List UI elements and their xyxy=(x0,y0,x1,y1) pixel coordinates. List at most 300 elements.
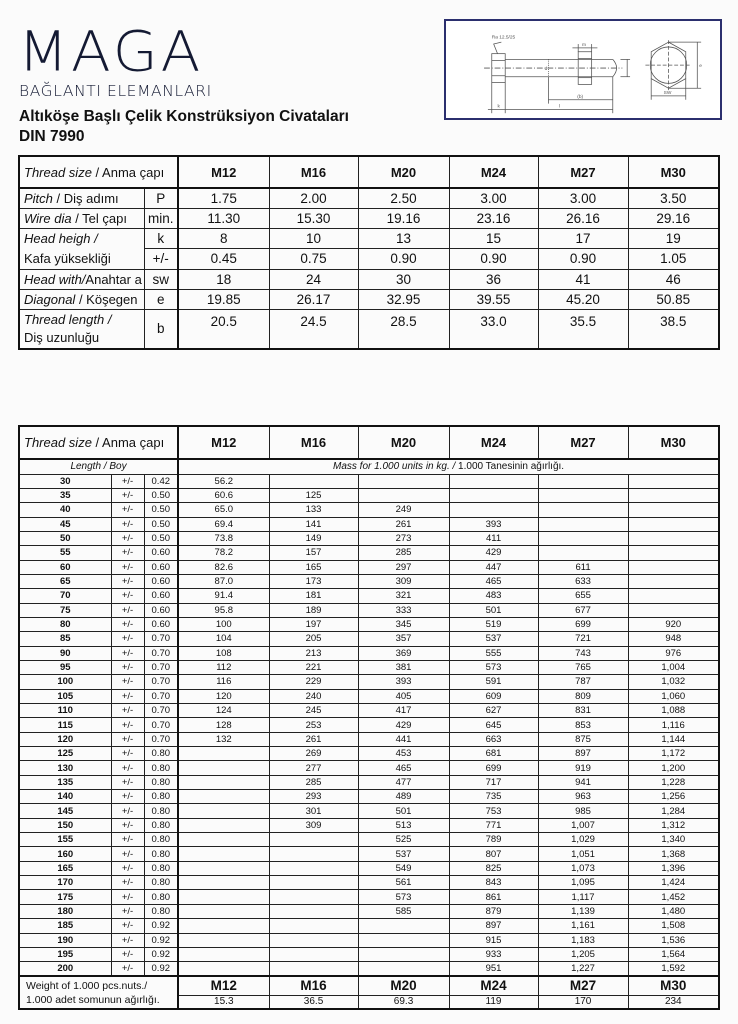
mass-cell: 963 xyxy=(538,790,628,804)
table-row xyxy=(19,904,719,918)
length-cell: 100 xyxy=(19,675,111,689)
plus-minus-cell: +/- xyxy=(111,962,144,977)
mass-cell: 743 xyxy=(538,646,628,660)
mass-cell: 699 xyxy=(538,617,628,631)
tolerance-cell: 0.80 xyxy=(144,775,178,789)
mass-cell: 333 xyxy=(358,603,449,617)
length-cell: 125 xyxy=(19,747,111,761)
cell: 2.00 xyxy=(269,188,358,208)
length-cell: 115 xyxy=(19,718,111,732)
cell: 13 xyxy=(358,228,449,249)
mass-cell: 56.2 xyxy=(178,474,269,488)
tolerance-cell: 0.80 xyxy=(144,747,178,761)
dimensions-header-row xyxy=(19,156,719,188)
mass-cell xyxy=(178,847,269,861)
table-row xyxy=(19,919,719,933)
plus-minus-cell: +/- xyxy=(111,790,144,804)
mass-cell: 985 xyxy=(538,804,628,818)
table-row xyxy=(19,617,719,631)
row-symbol: +/- xyxy=(144,249,178,270)
mass-cell: 663 xyxy=(449,732,538,746)
mass-cell: 429 xyxy=(449,546,538,560)
mass-cell: 1,368 xyxy=(628,847,719,861)
mass-cell xyxy=(628,503,719,517)
mass-cell: 1,117 xyxy=(538,890,628,904)
tolerance-cell: 0.70 xyxy=(144,689,178,703)
size-header: M27 xyxy=(538,426,628,459)
mass-cell: 1,032 xyxy=(628,675,719,689)
cell: 0.90 xyxy=(538,249,628,270)
mass-cell: 1,051 xyxy=(538,847,628,861)
mass-cell: 717 xyxy=(449,775,538,789)
tolerance-cell: 0.60 xyxy=(144,603,178,617)
cell: 3.50 xyxy=(628,188,719,208)
mass-cell: 591 xyxy=(449,675,538,689)
mass-cell: 573 xyxy=(449,660,538,674)
tolerance-cell: 0.60 xyxy=(144,560,178,574)
mass-cell: 104 xyxy=(178,632,269,646)
table-row xyxy=(19,947,719,961)
cell: 24 xyxy=(269,269,358,289)
tolerance-cell: 0.92 xyxy=(144,919,178,933)
mass-cell: 1,073 xyxy=(538,861,628,875)
plus-minus-cell: +/- xyxy=(111,761,144,775)
mass-cell xyxy=(178,933,269,947)
mass-cell xyxy=(178,790,269,804)
plus-minus-cell: +/- xyxy=(111,660,144,674)
mass-cell xyxy=(538,546,628,560)
plus-minus-cell: +/- xyxy=(111,689,144,703)
nut-size-header: M20 xyxy=(358,976,449,995)
table-row xyxy=(19,704,719,718)
nut-size-header: M16 xyxy=(269,976,358,995)
plus-minus-cell: +/- xyxy=(111,503,144,517)
size-header: M20 xyxy=(358,156,449,188)
plus-minus-cell: +/- xyxy=(111,517,144,531)
table-row xyxy=(19,962,719,977)
mass-cell: 301 xyxy=(269,804,358,818)
mass-cell: 948 xyxy=(628,632,719,646)
mass-cell xyxy=(538,503,628,517)
cell: 38.5 xyxy=(628,309,719,349)
mass-cell: 1,161 xyxy=(538,919,628,933)
length-cell: 165 xyxy=(19,861,111,875)
mass-cell: 555 xyxy=(449,646,538,660)
mass-cell xyxy=(178,775,269,789)
plus-minus-cell: +/- xyxy=(111,474,144,488)
length-cell: 180 xyxy=(19,904,111,918)
cell: 28.5 xyxy=(358,309,449,349)
mass-note: Mass for 1.000 units in kg. / 1.000 Tanesinin ağırlığı. xyxy=(178,459,719,474)
svg-text:d: d xyxy=(544,66,548,72)
length-header: Length / Boy xyxy=(19,459,178,474)
length-cell: 200 xyxy=(19,962,111,977)
mass-cell: 1,116 xyxy=(628,718,719,732)
plus-minus-cell: +/- xyxy=(111,603,144,617)
table-row xyxy=(19,847,719,861)
cell: 8 xyxy=(178,228,269,249)
length-cell: 85 xyxy=(19,632,111,646)
cell: 10 xyxy=(269,228,358,249)
plus-minus-cell: +/- xyxy=(111,919,144,933)
mass-cell xyxy=(538,531,628,545)
svg-text:SW: SW xyxy=(663,90,672,96)
mass-cell: 1,172 xyxy=(628,747,719,761)
mass-cell: 1,480 xyxy=(628,904,719,918)
tolerance-cell: 0.50 xyxy=(144,488,178,502)
row-symbol: P xyxy=(144,188,178,208)
mass-cell: 721 xyxy=(538,632,628,646)
plus-minus-cell: +/- xyxy=(111,718,144,732)
plus-minus-cell: +/- xyxy=(111,890,144,904)
mass-cell: 525 xyxy=(358,833,449,847)
size-header: M12 xyxy=(178,426,269,459)
size-header: M12 xyxy=(178,156,269,188)
thread-length-row xyxy=(19,309,719,349)
size-header: M16 xyxy=(269,426,358,459)
mass-cell: 627 xyxy=(449,704,538,718)
tolerance-cell: 0.70 xyxy=(144,660,178,674)
mass-cell: 920 xyxy=(628,617,719,631)
tolerance-cell: 0.80 xyxy=(144,904,178,918)
mass-cell: 519 xyxy=(449,617,538,631)
mass-cell: 843 xyxy=(449,876,538,890)
size-header: M24 xyxy=(449,156,538,188)
cell: 19.16 xyxy=(358,208,449,228)
mass-cell: 1,452 xyxy=(628,890,719,904)
mass-cell: 645 xyxy=(449,718,538,732)
tolerance-cell: 0.92 xyxy=(144,947,178,961)
mass-cell xyxy=(628,488,719,502)
mass-cell: 405 xyxy=(358,689,449,703)
length-cell: 80 xyxy=(19,617,111,631)
size-header: M27 xyxy=(538,156,628,188)
plus-minus-cell: +/- xyxy=(111,904,144,918)
mass-cell: 825 xyxy=(449,861,538,875)
mass-cell xyxy=(358,933,449,947)
cell: 29.16 xyxy=(628,208,719,228)
cell: 3.00 xyxy=(538,188,628,208)
mass-cell: 133 xyxy=(269,503,358,517)
mass-cell: 1,256 xyxy=(628,790,719,804)
tolerance-cell: 0.70 xyxy=(144,718,178,732)
mass-cell: 82.6 xyxy=(178,560,269,574)
table-row xyxy=(19,890,719,904)
cell: 35.5 xyxy=(538,309,628,349)
tolerance-cell: 0.42 xyxy=(144,474,178,488)
plus-minus-cell: +/- xyxy=(111,546,144,560)
mass-cell: 1,536 xyxy=(628,933,719,947)
plus-minus-cell: +/- xyxy=(111,833,144,847)
table-row xyxy=(19,488,719,502)
cell: 15 xyxy=(449,228,538,249)
plus-minus-cell: +/- xyxy=(111,876,144,890)
tolerance-cell: 0.60 xyxy=(144,589,178,603)
mass-cell xyxy=(538,474,628,488)
mass-cell: 1,228 xyxy=(628,775,719,789)
mass-cell: 297 xyxy=(358,560,449,574)
length-cell: 120 xyxy=(19,732,111,746)
mass-cell: 951 xyxy=(449,962,538,977)
mass-cell: 561 xyxy=(358,876,449,890)
cell: 15.30 xyxy=(269,208,358,228)
mass-cell: 879 xyxy=(449,904,538,918)
mass-cell: 1,088 xyxy=(628,704,719,718)
mass-cell: 321 xyxy=(358,589,449,603)
mass-cell: 573 xyxy=(358,890,449,904)
tolerance-cell: 0.80 xyxy=(144,876,178,890)
cell: 19 xyxy=(628,228,719,249)
length-cell: 40 xyxy=(19,503,111,517)
plus-minus-cell: +/- xyxy=(111,632,144,646)
svg-text:(b): (b) xyxy=(577,94,584,100)
mass-cell: 611 xyxy=(538,560,628,574)
tolerance-cell: 0.70 xyxy=(144,704,178,718)
tolerance-cell: 0.92 xyxy=(144,933,178,947)
table-row xyxy=(19,876,719,890)
mass-cell xyxy=(269,919,358,933)
mass-cell: 240 xyxy=(269,689,358,703)
mass-cell xyxy=(358,488,449,502)
mass-cell: 393 xyxy=(449,517,538,531)
length-cell: 145 xyxy=(19,804,111,818)
mass-cell xyxy=(449,503,538,517)
mass-cell: 875 xyxy=(538,732,628,746)
nut-weight-value: 119 xyxy=(449,995,538,1009)
tolerance-cell: 0.92 xyxy=(144,962,178,977)
mass-cell: 429 xyxy=(358,718,449,732)
brand-tagline: BAĞLANTI ELEMANLARI xyxy=(19,82,212,100)
mass-cell: 465 xyxy=(358,761,449,775)
length-cell: 105 xyxy=(19,689,111,703)
mass-cell: 609 xyxy=(449,689,538,703)
mass-cell: 809 xyxy=(538,689,628,703)
nut-weight-header-row xyxy=(19,976,719,995)
mass-cell: 73.8 xyxy=(178,531,269,545)
tolerance-cell: 0.50 xyxy=(144,517,178,531)
mass-cell xyxy=(449,474,538,488)
cell: 0.90 xyxy=(358,249,449,270)
mass-cell: 141 xyxy=(269,517,358,531)
length-cell: 190 xyxy=(19,933,111,947)
mass-cell: 277 xyxy=(269,761,358,775)
cell: 23.16 xyxy=(449,208,538,228)
mass-cell xyxy=(178,947,269,961)
row-symbol: b xyxy=(144,309,178,349)
mass-cell: 831 xyxy=(538,704,628,718)
mass-cell: 549 xyxy=(358,861,449,875)
length-cell: 90 xyxy=(19,646,111,660)
cell: 17 xyxy=(538,228,628,249)
tolerance-cell: 0.50 xyxy=(144,531,178,545)
mass-cell: 1,340 xyxy=(628,833,719,847)
mass-header-row xyxy=(19,426,719,459)
mass-cell: 861 xyxy=(449,890,538,904)
tolerance-cell: 0.70 xyxy=(144,732,178,746)
mass-cell: 501 xyxy=(449,603,538,617)
cell: 24.5 xyxy=(269,309,358,349)
head-height-row xyxy=(19,228,719,249)
mass-cell: 677 xyxy=(538,603,628,617)
mass-cell: 501 xyxy=(358,804,449,818)
plus-minus-cell: +/- xyxy=(111,775,144,789)
plus-minus-cell: +/- xyxy=(111,574,144,588)
table-row xyxy=(19,632,719,646)
mass-cell xyxy=(269,833,358,847)
tolerance-cell: 0.50 xyxy=(144,503,178,517)
mass-cell: 1,564 xyxy=(628,947,719,961)
cell: 39.55 xyxy=(449,289,538,309)
mass-cell: 95.8 xyxy=(178,603,269,617)
mass-cell xyxy=(628,574,719,588)
dimensions-table xyxy=(18,155,720,350)
length-cell: 185 xyxy=(19,919,111,933)
mass-cell: 513 xyxy=(358,818,449,832)
table-row xyxy=(19,689,719,703)
mass-cell xyxy=(538,517,628,531)
table-row xyxy=(19,503,719,517)
mass-cell: 897 xyxy=(538,747,628,761)
plus-minus-cell: +/- xyxy=(111,861,144,875)
mass-cell: 157 xyxy=(269,546,358,560)
mass-cell: 771 xyxy=(449,818,538,832)
mass-cell xyxy=(178,890,269,904)
length-cell: 195 xyxy=(19,947,111,961)
cell: 18 xyxy=(178,269,269,289)
row-label: Wire dia / Tel çapı xyxy=(19,208,144,228)
plus-minus-cell: +/- xyxy=(111,560,144,574)
plus-minus-cell: +/- xyxy=(111,531,144,545)
table-row xyxy=(19,833,719,847)
bolt-diagram-icon xyxy=(446,21,720,118)
mass-cell xyxy=(628,589,719,603)
tolerance-cell: 0.80 xyxy=(144,890,178,904)
mass-cell: 441 xyxy=(358,732,449,746)
plus-minus-cell: +/- xyxy=(111,488,144,502)
mass-cell: 116 xyxy=(178,675,269,689)
mass-cell: 465 xyxy=(449,574,538,588)
mass-cell: 253 xyxy=(269,718,358,732)
row-symbol: sw xyxy=(144,269,178,289)
size-header: M30 xyxy=(628,156,719,188)
mass-cell: 245 xyxy=(269,704,358,718)
tolerance-cell: 0.80 xyxy=(144,847,178,861)
mass-cell: 100 xyxy=(178,617,269,631)
diagonal-row xyxy=(19,289,719,309)
plus-minus-cell: +/- xyxy=(111,847,144,861)
size-header: M16 xyxy=(269,156,358,188)
nut-weight-value: 15.3 xyxy=(178,995,269,1009)
brand-logo: MAGA xyxy=(18,19,204,84)
mass-cell: 273 xyxy=(358,531,449,545)
mass-rows xyxy=(19,474,719,976)
table-row xyxy=(19,775,719,789)
length-cell: 140 xyxy=(19,790,111,804)
nut-size-header: M30 xyxy=(628,976,719,995)
cell: 41 xyxy=(538,269,628,289)
row-label: Diagonal / Köşegen xyxy=(19,289,144,309)
nut-weight-label: Weight of 1.000 pcs.nuts./ 1.000 adet somunun ağırlığı. xyxy=(19,976,178,1009)
cell: 36 xyxy=(449,269,538,289)
mass-cell: 309 xyxy=(358,574,449,588)
mass-cell xyxy=(178,861,269,875)
table-row xyxy=(19,660,719,674)
plus-minus-cell: +/- xyxy=(111,589,144,603)
mass-cell: 91.4 xyxy=(178,589,269,603)
mass-cell: 933 xyxy=(449,947,538,961)
nut-size-header: M27 xyxy=(538,976,628,995)
document-standard: DIN 7990 xyxy=(19,128,85,145)
svg-text:k: k xyxy=(497,104,500,110)
size-header: M24 xyxy=(449,426,538,459)
mass-cell: 261 xyxy=(269,732,358,746)
plus-minus-cell: +/- xyxy=(111,732,144,746)
mass-cell: 229 xyxy=(269,675,358,689)
cell: 19.85 xyxy=(178,289,269,309)
mass-cell: 681 xyxy=(449,747,538,761)
mass-cell: 165 xyxy=(269,560,358,574)
cell: 1.05 xyxy=(628,249,719,270)
length-cell: 70 xyxy=(19,589,111,603)
mass-cell xyxy=(178,904,269,918)
mass-cell xyxy=(628,517,719,531)
cell: 30 xyxy=(358,269,449,289)
mass-cell: 78.2 xyxy=(178,546,269,560)
mass-cell xyxy=(538,488,628,502)
mass-cell: 65.0 xyxy=(178,503,269,517)
table-row xyxy=(19,933,719,947)
cell: 0.90 xyxy=(449,249,538,270)
cell: 20.5 xyxy=(178,309,269,349)
tolerance-cell: 0.70 xyxy=(144,632,178,646)
cell: 0.45 xyxy=(178,249,269,270)
tolerance-cell: 0.80 xyxy=(144,818,178,832)
cell: 3.00 xyxy=(449,188,538,208)
table-row xyxy=(19,603,719,617)
cell: 1.75 xyxy=(178,188,269,208)
mass-cell xyxy=(269,847,358,861)
plus-minus-cell: +/- xyxy=(111,704,144,718)
mass-cell: 1,029 xyxy=(538,833,628,847)
mass-cell: 213 xyxy=(269,646,358,660)
table-row xyxy=(19,574,719,588)
length-cell: 55 xyxy=(19,546,111,560)
table-row xyxy=(19,546,719,560)
mass-cell: 1,200 xyxy=(628,761,719,775)
mass-cell: 345 xyxy=(358,617,449,631)
mass-cell: 309 xyxy=(269,818,358,832)
row-label: Pitch / Diş adımı xyxy=(19,188,144,208)
cell: 45.20 xyxy=(538,289,628,309)
mass-cell: 489 xyxy=(358,790,449,804)
length-cell: 135 xyxy=(19,775,111,789)
mass-cell: 941 xyxy=(538,775,628,789)
mass-cell: 447 xyxy=(449,560,538,574)
mass-cell xyxy=(269,947,358,961)
mass-cell xyxy=(358,962,449,977)
mass-cell: 285 xyxy=(358,546,449,560)
cell: 2.50 xyxy=(358,188,449,208)
mass-cell xyxy=(449,488,538,502)
table-row xyxy=(19,732,719,746)
mass-cell: 1,060 xyxy=(628,689,719,703)
tolerance-cell: 0.60 xyxy=(144,617,178,631)
thread-size-header: Thread size / Anma çapı xyxy=(19,156,178,188)
nut-size-header: M24 xyxy=(449,976,538,995)
mass-cell: 417 xyxy=(358,704,449,718)
wire-dia-row xyxy=(19,208,719,228)
length-cell: 30 xyxy=(19,474,111,488)
